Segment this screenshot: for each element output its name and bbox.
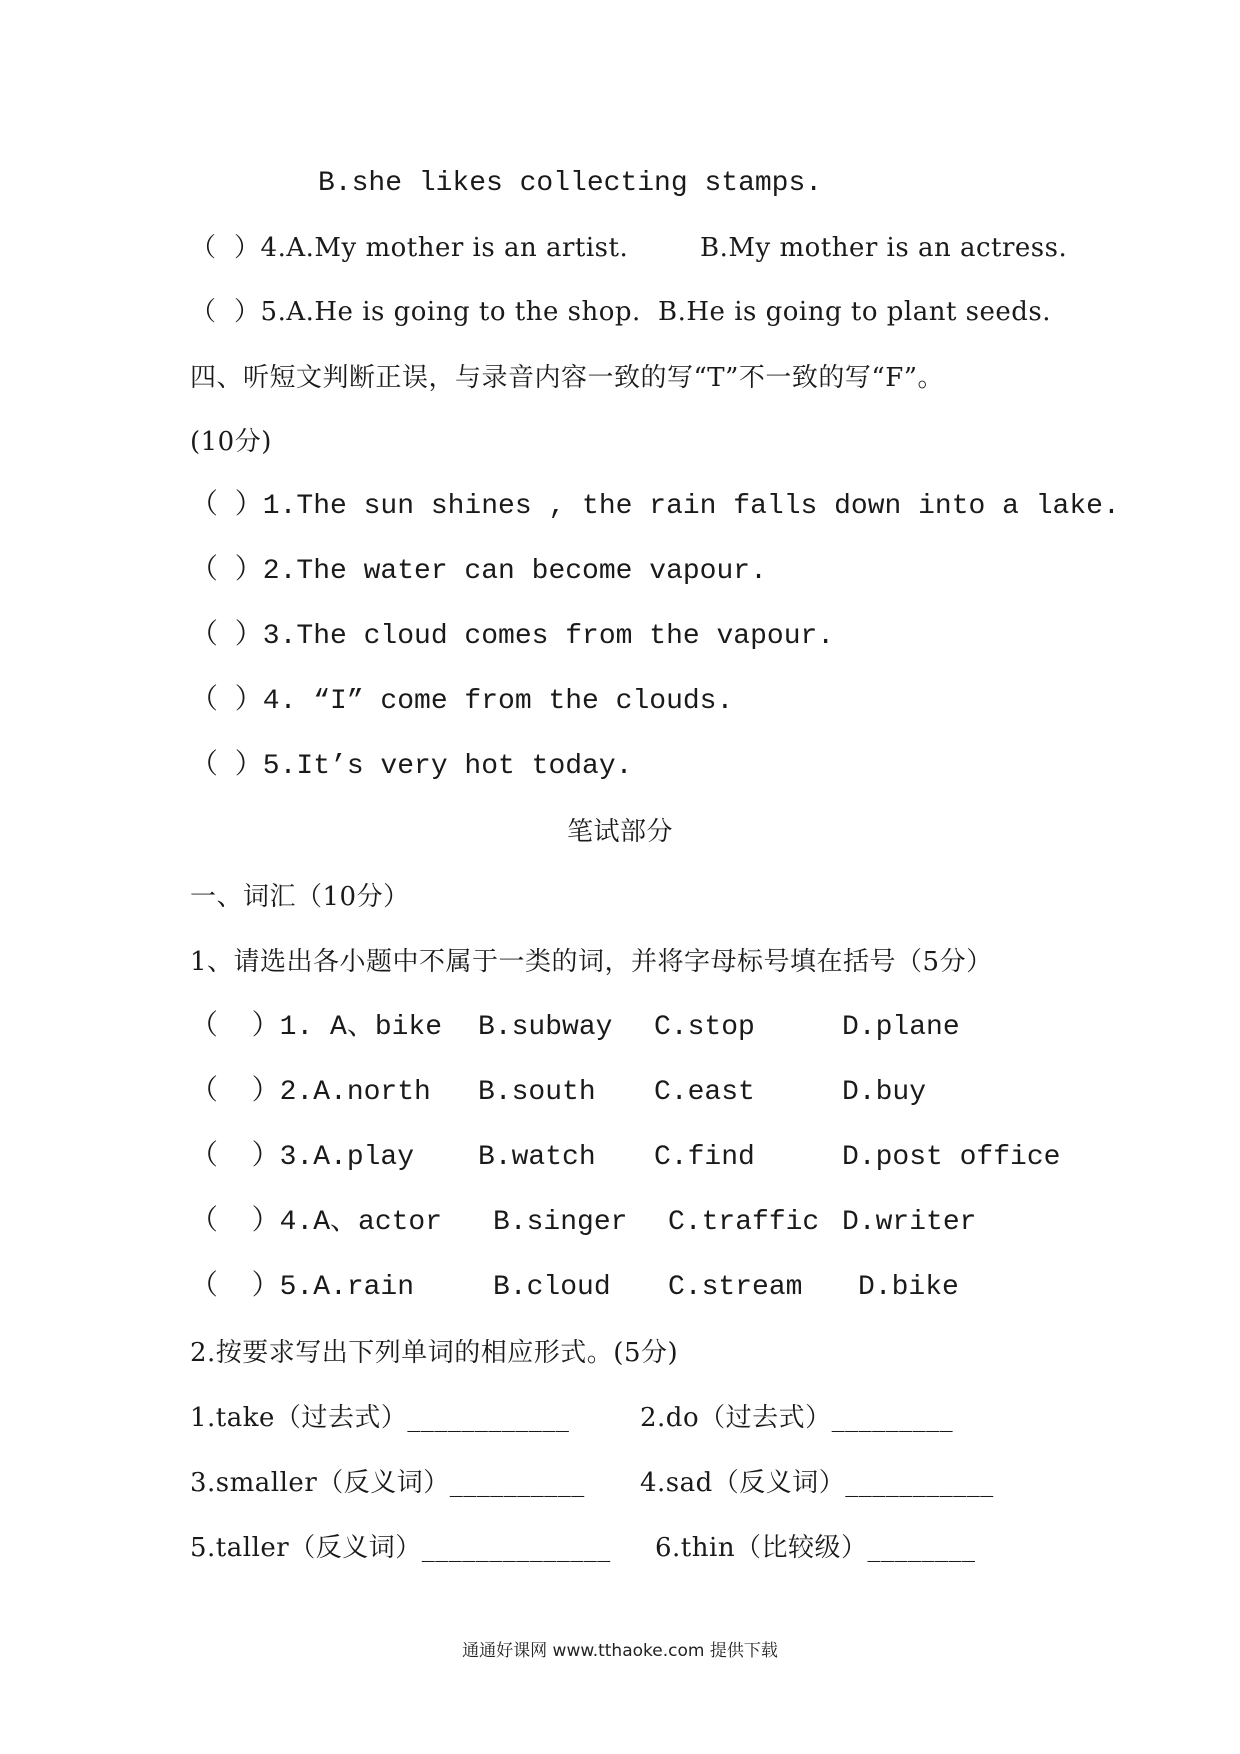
vocab-q1-row: （ ）4.A、actor B.singer C.traffic D.writer	[190, 1207, 977, 1238]
section4-score: (10分)	[190, 427, 272, 457]
written-part-title: 笔试部分	[566, 817, 673, 847]
tf-item: （ ）3.The cloud comes from the vapour.	[190, 621, 835, 652]
vocab-q2-title: 2.按要求写出下列单词的相应形式。(5分)	[190, 1338, 679, 1368]
vocab-q1-row: （ ）3.A.play B.watch C.find D.post office	[190, 1142, 1061, 1173]
vocab-q1-row: （ ）5.A.rain B.cloud C.stream D.bike	[190, 1272, 959, 1303]
vocab-q1-row: （ ）1. A、bike B.subway C.stop D.plane	[190, 1012, 960, 1043]
tf-item: （ ）5.It’s very hot today.	[190, 751, 633, 782]
listening-q4: （ ）4.A.My mother is an artist. B.My mother is an actress.	[190, 233, 1068, 263]
tf-item: （ ）4. “I” come from the clouds.	[190, 686, 734, 717]
vocab-q2-row: 3.smaller（反义词）__________ 4.sad（反义词）___________	[190, 1468, 994, 1498]
vocab-title: 一、词汇（10分）	[190, 882, 410, 912]
footer-source: 通通好课网 www.tthaoke.com 提供下载	[462, 1641, 778, 1661]
tf-item: （ ）1.The sun shines , the rain falls down into a lake.	[190, 491, 1120, 522]
vocab-q2-row: 5.taller（反义词）______________ 6.thin（比较级）________	[190, 1533, 976, 1563]
tf-item: （ ）2.The water can become vapour.	[190, 556, 767, 587]
vocab-q1-title: 1、请选出各小题中不属于一类的词，并将字母标号填在括号（5分）	[190, 947, 993, 977]
section4-title: 四、听短文判断正误，与录音内容一致的写“T”不一致的写“F”。	[190, 363, 945, 393]
vocab-q1-row: （ ）2.A.north B.south C.east D.buy	[190, 1077, 927, 1108]
listening-q3-option-b: B.she likes collecting stamps.	[318, 168, 823, 199]
listening-q5: （ ）5.A.He is going to the shop. B.He is going to plant seeds.	[190, 297, 1052, 327]
vocab-q2-row: 1.take（过去式）____________ 2.do（过去式）_________	[190, 1403, 954, 1433]
